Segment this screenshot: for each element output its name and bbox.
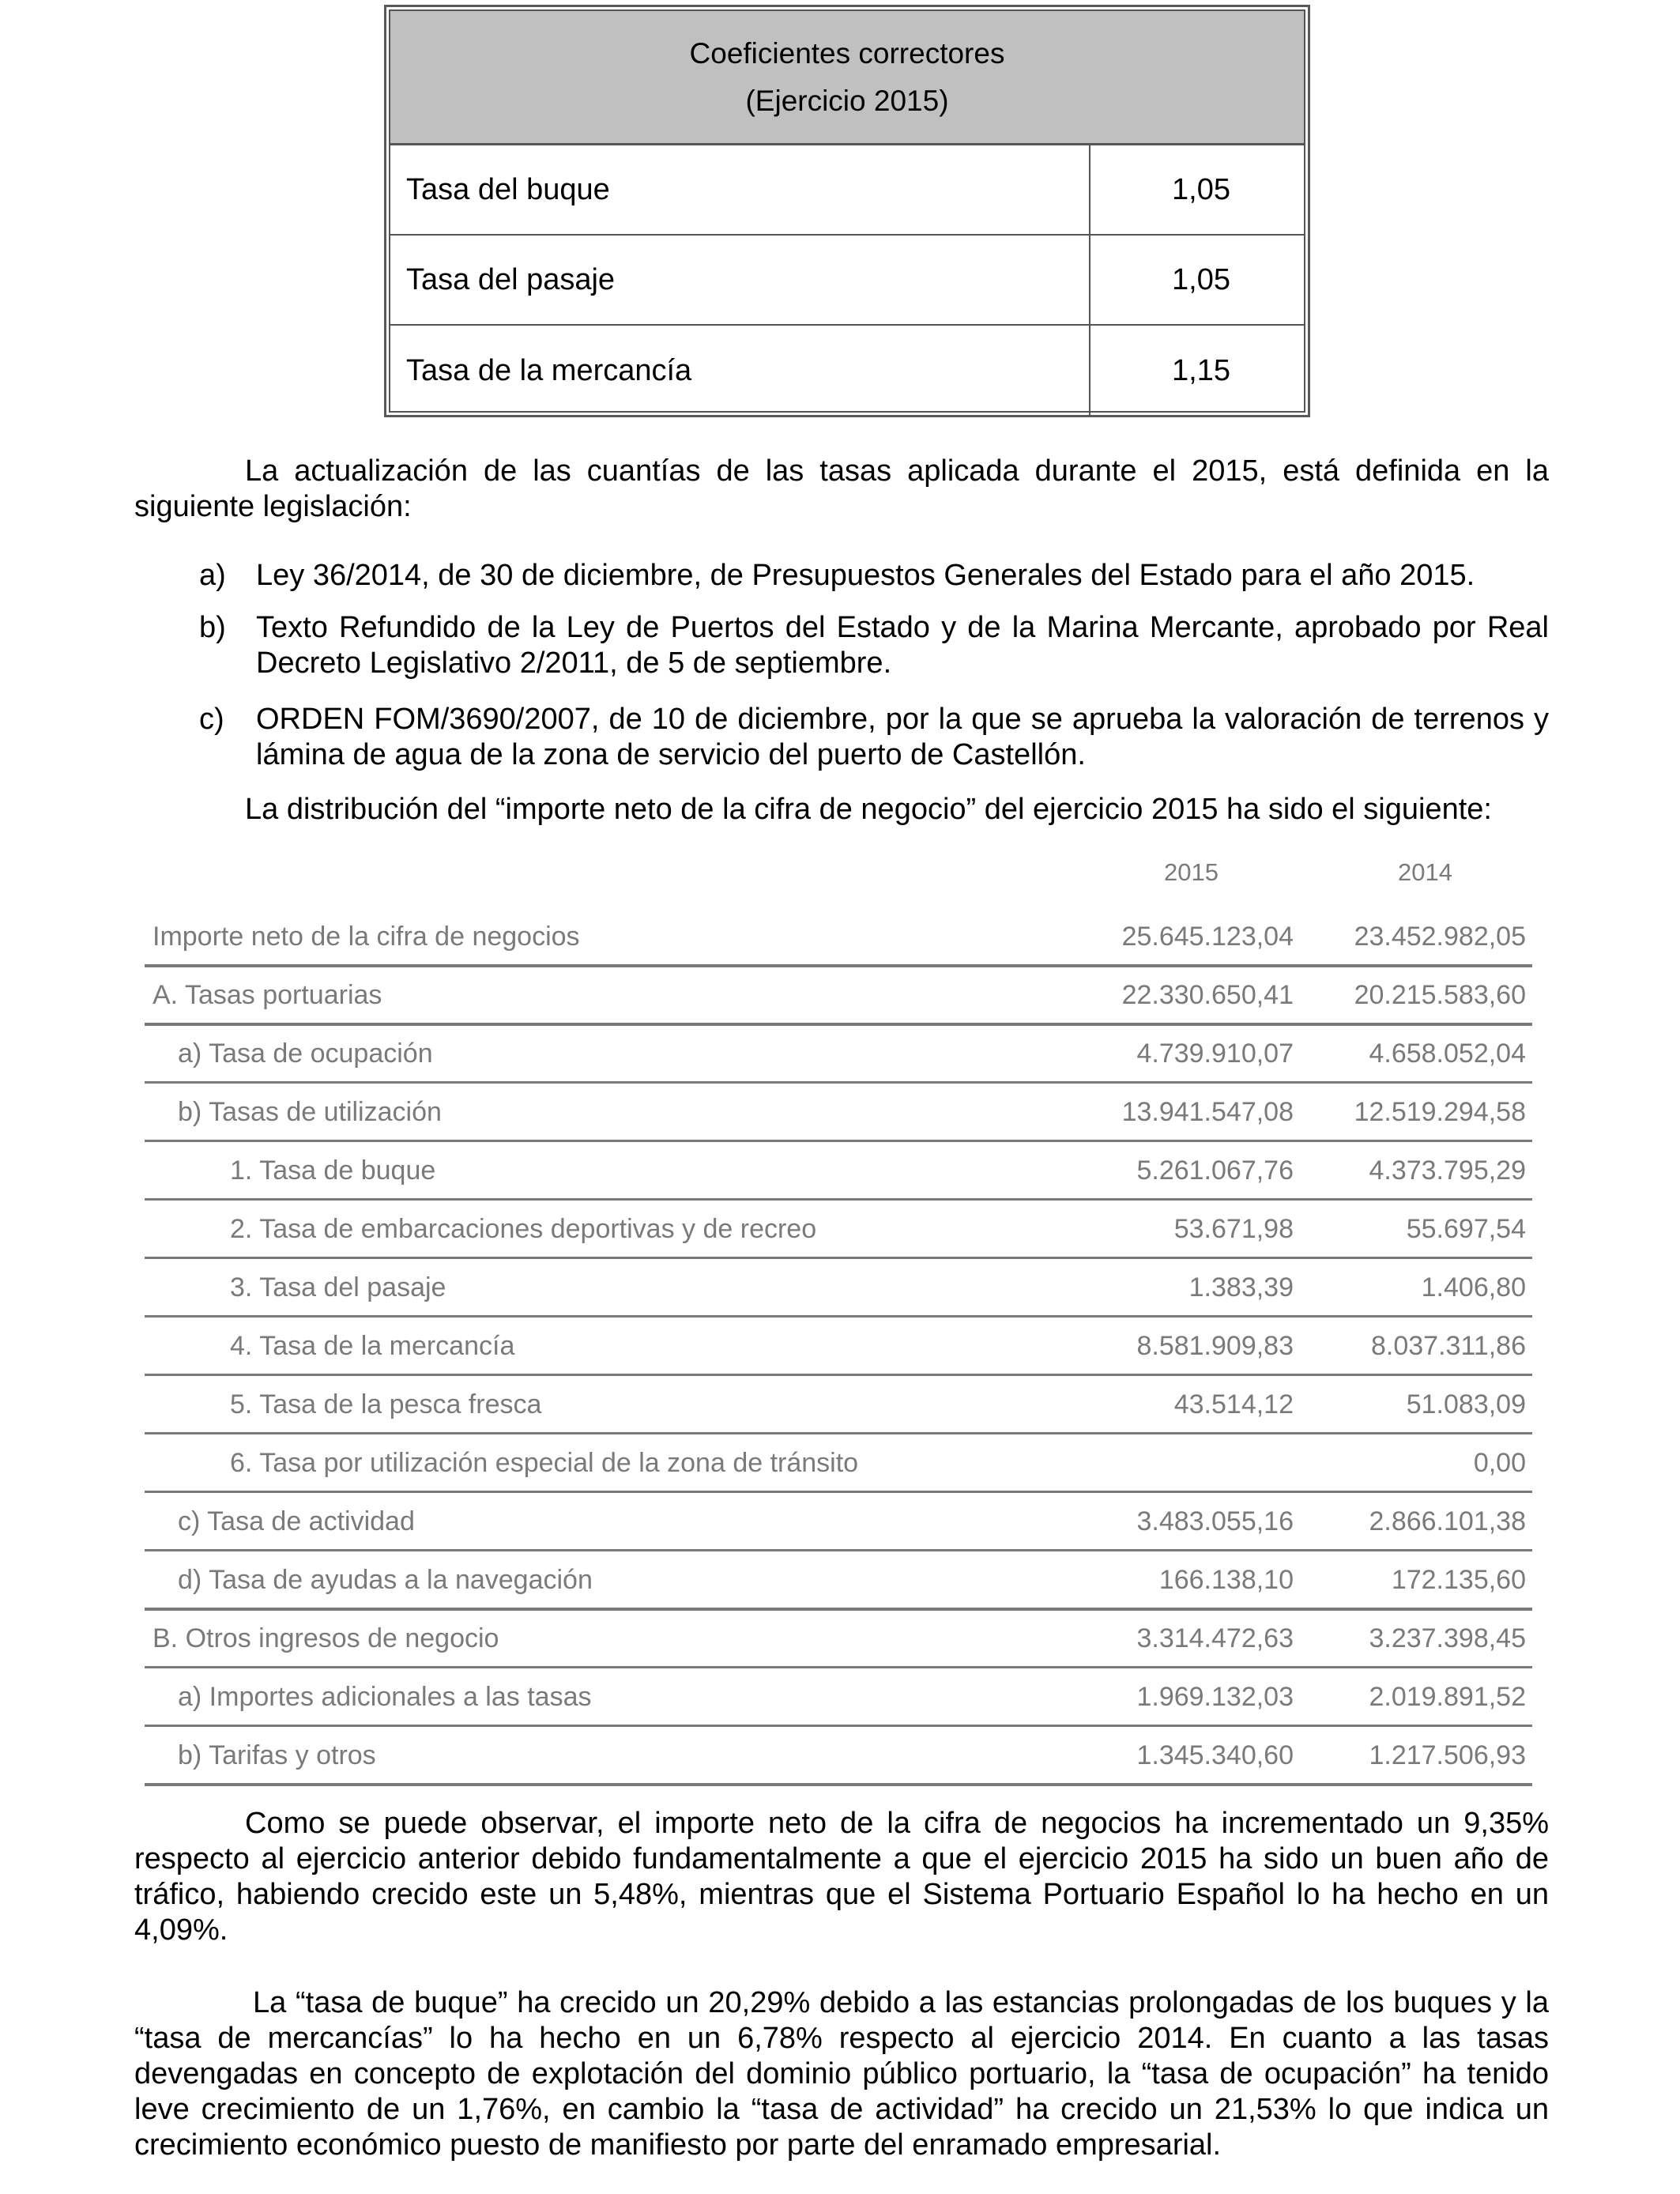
value-2014: 55.697,54: [1406, 1213, 1526, 1244]
row-divider: [145, 1198, 1532, 1201]
distribution-intro: La distribución del “importe neto de la cifra de negocio” del ejercicio 2015 ha sido el siguiente:: [245, 793, 1492, 826]
row-label: 4. Tasa de la mercancía: [230, 1330, 515, 1361]
value-2015: 1.383,39: [1188, 1272, 1294, 1302]
row-divider: [145, 1432, 1532, 1434]
value-2015: 8.581.909,83: [1136, 1330, 1294, 1361]
row-label: Importe neto de la cifra de negocios: [153, 921, 580, 952]
value-2015: 25.645.123,04: [1121, 921, 1294, 952]
value-2014: 8.037.311,86: [1371, 1330, 1526, 1361]
table-row: [145, 967, 1532, 1023]
row-divider: [145, 1140, 1532, 1142]
row-label: B. Otros ingresos de negocio: [153, 1623, 499, 1653]
coef-label: Tasa del pasaje: [390, 236, 1090, 324]
conclusion-paragraph-2: La “tasa de buque” ha crecido un 20,29% debido a las estancias prolongadas de los buques y la “tasa de mercancías” lo ha hecho en un 6,78% respecto al ejercicio 2014. En cuanto a las tasas devengadas en concepto de explotación del dominio público portuario, la “tasa de ocupación” ha tenido leve crecimiento de un 1,76%, en cambio la “tasa de actividad” ha crecido un 21,53% lo que indica un crecimiento económico puesto de manifiesto por parte del enramado empresarial.: [134, 1986, 1549, 2162]
coefficients-header: [390, 11, 1304, 145]
table-row: [145, 1669, 1532, 1725]
value-2015: 3.314.472,63: [1136, 1623, 1294, 1653]
value-2015: 53.671,98: [1173, 1213, 1294, 1244]
coef-row: [390, 145, 1304, 236]
table-row: [145, 1201, 1532, 1257]
value-2015: 3.483.055,16: [1136, 1506, 1294, 1536]
table-row: [145, 1552, 1532, 1608]
row-divider: [145, 1315, 1532, 1318]
list-text: Texto Refundido de la Ley de Puertos del Estado y de la Marina Mercante, aprobado por Real Decreto Legislativo 2/2011, de 5 de septiembre.: [256, 611, 1549, 680]
table-row: [145, 1143, 1532, 1198]
value-2015: 1.969.132,03: [1136, 1681, 1294, 1712]
value-2015: 4.739.910,07: [1136, 1038, 1294, 1069]
coefficients-table: [384, 5, 1310, 417]
coef-value: 1,05: [1172, 262, 1230, 296]
year-header-2014: 2014: [1398, 858, 1452, 886]
value-2014: 51.083,09: [1406, 1389, 1526, 1419]
value-2014: 0,00: [1473, 1447, 1526, 1478]
row-divider: [145, 1666, 1532, 1668]
intro-paragraph: La actualización de las cuantías de las tasas aplicada durante el 2015, está definida en la siguiente legislación:: [134, 454, 1549, 523]
year-header-2015: 2015: [1164, 858, 1219, 886]
coef-value: 1,15: [1172, 353, 1230, 387]
table-row: [145, 1435, 1532, 1491]
value-2014: 23.452.982,05: [1354, 921, 1526, 952]
table-row: [145, 1026, 1532, 1081]
value-2014: 2.019.891,52: [1369, 1681, 1526, 1712]
value-2014: 20.215.583,60: [1354, 979, 1526, 1010]
row-label: b) Tasas de utilización: [178, 1096, 442, 1127]
table-row: [145, 1318, 1532, 1374]
list-marker: a): [199, 559, 226, 592]
value-2015: 43.514,12: [1173, 1389, 1294, 1419]
table-row: [145, 1611, 1532, 1666]
row-divider: [145, 1374, 1532, 1376]
coef-label: Tasa del buque: [390, 145, 1090, 234]
value-2015: 22.330.650,41: [1121, 979, 1294, 1010]
row-divider: [145, 1725, 1532, 1727]
row-divider: [145, 1549, 1532, 1551]
row-divider: [145, 1491, 1532, 1493]
list-marker: b): [199, 611, 226, 644]
row-divider: [145, 1257, 1532, 1259]
row-label: 1. Tasa de buque: [230, 1155, 436, 1186]
row-label: c) Tasa de actividad: [178, 1506, 415, 1536]
row-label: A. Tasas portuarias: [153, 979, 382, 1010]
legislation-item: [199, 702, 1549, 773]
value-2015: 5.261.067,76: [1136, 1155, 1294, 1186]
row-divider: [145, 1783, 1532, 1786]
row-label: 3. Tasa del pasaje: [230, 1272, 446, 1302]
value-2014: 3.237.398,45: [1369, 1623, 1526, 1653]
table-row: [145, 1377, 1532, 1432]
value-2015: 13.941.547,08: [1121, 1096, 1294, 1127]
coef-value: 1,05: [1172, 172, 1230, 206]
row-label: 6. Tasa por utilización especial de la zona de tránsito: [230, 1447, 859, 1478]
table-row: [145, 1494, 1532, 1549]
value-2014: 2.866.101,38: [1369, 1506, 1526, 1536]
row-label: 2. Tasa de embarcaciones deportivas y de recreo: [230, 1213, 817, 1244]
table-row: [145, 1728, 1532, 1783]
value-2015: 166.138,10: [1158, 1564, 1294, 1595]
value-2014: 1.406,80: [1421, 1272, 1526, 1302]
value-2015: 1.345.340,60: [1136, 1740, 1294, 1770]
coef-label: Tasa de la mercancía: [390, 326, 1090, 416]
value-2014: 1.217.506,93: [1369, 1740, 1526, 1770]
table-row: [145, 1084, 1532, 1140]
list-text: Ley 36/2014, de 30 de diciembre, de Presupuestos Generales del Estado para el año 2015.: [256, 559, 1475, 592]
row-label: b) Tarifas y otros: [178, 1740, 376, 1770]
list-text: ORDEN FOM/3690/2007, de 10 de diciembre, por la que se aprueba la valoración de terrenos y lámina de agua de la zona de servicio del puerto de Castellón.: [256, 703, 1549, 771]
row-label: 5. Tasa de la pesca fresca: [230, 1389, 542, 1419]
row-divider: [145, 1081, 1532, 1084]
row-label: a) Importes adicionales a las tasas: [178, 1681, 592, 1712]
value-2014: 172.135,60: [1391, 1564, 1526, 1595]
coef-row: [390, 326, 1304, 416]
value-2014: 4.658.052,04: [1369, 1038, 1526, 1069]
value-2014: 4.373.795,29: [1369, 1155, 1526, 1186]
conclusion-paragraph-1: Como se puede observar, el importe neto de la cifra de negocios ha incrementado un 9,35% respecto al ejercicio anterior debido fundamentalmente a que el ejercicio 2015 ha sido un buen año de tráfico, habiendo crecido este un 5,48%, mientras que el Sistema Portuario Español lo ha hecho en un 4,09%.: [134, 1807, 1549, 1947]
table-row: [145, 1260, 1532, 1315]
legislation-item: [199, 610, 1549, 681]
row-label: d) Tasa de ayudas a la navegación: [178, 1564, 593, 1595]
row-label: a) Tasa de ocupación: [178, 1038, 433, 1069]
legislation-item: [199, 558, 1549, 594]
coef-row: [390, 236, 1304, 326]
coefficients-subtitle: (Ejercicio 2015): [745, 85, 949, 117]
value-2014: 12.519.294,58: [1354, 1096, 1526, 1127]
table-row: [145, 909, 1532, 964]
coefficients-title: Coeficientes correctores: [689, 37, 1005, 70]
list-marker: c): [199, 703, 224, 736]
